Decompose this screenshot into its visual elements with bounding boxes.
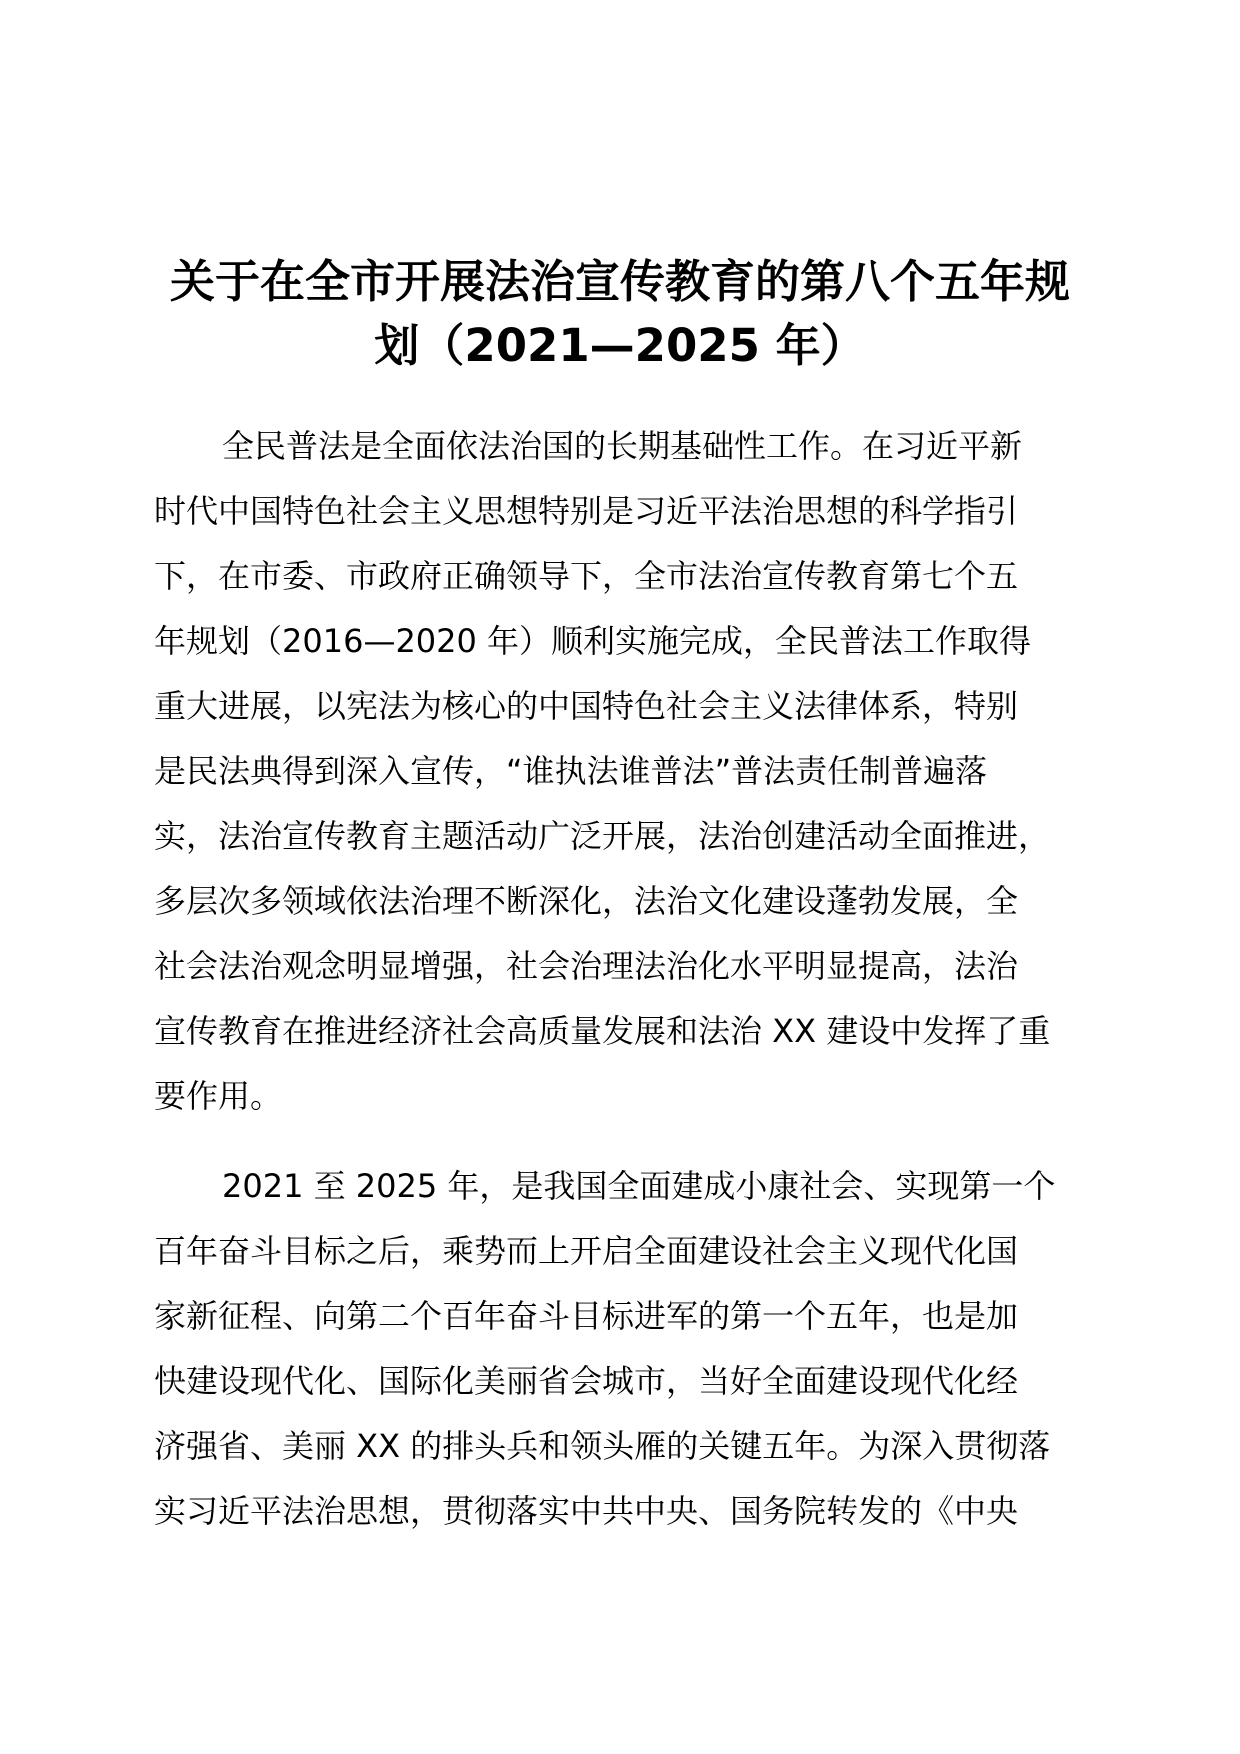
document-body	[154, 414, 1094, 1544]
text-line: 社会法治观念明显增强，社会治理法治化水平明显提高，法治	[154, 947, 1019, 985]
paragraph-2	[154, 1154, 1094, 1544]
document-title	[150, 250, 1090, 378]
text-line: 快建设现代化、国际化美丽省会城市，当好全面建设现代化经	[154, 1362, 1019, 1400]
text-line: 重大进展，以宪法为核心的中国特色社会主义法律体系，特别	[154, 687, 1019, 725]
text-line: 济强省、美丽 XX 的排头兵和领头雁的关键五年。为深入贯彻落	[154, 1427, 1051, 1465]
text-line: 实，法治宣传教育主题活动广泛开展，法治创建活动全面推进，	[154, 817, 1051, 855]
text-line: 是民法典得到深入宣传，“谁执法谁普法”普法责任制普遍落	[154, 752, 988, 790]
text-line: 2021 至 2025 年，是我国全面建成小康社会、实现第一个	[222, 1167, 1056, 1205]
title-line: 划（2021—2025 年）	[374, 319, 866, 372]
text-line: 家新征程、向第二个百年奋斗目标进军的第一个五年，也是加	[154, 1297, 1019, 1335]
text-line: 时代中国特色社会主义思想特别是习近平法治思想的科学指引	[154, 492, 1019, 530]
text-line: 全民普法是全面依法治国的长期基础性工作。在习近平新	[222, 427, 1023, 465]
text-line: 多层次多领域依法治理不断深化，法治文化建设蓬勃发展，全	[154, 882, 1019, 920]
paragraph-1	[154, 414, 1094, 1129]
text-line: 实习近平法治思想，贯彻落实中共中央、国务院转发的《中央	[154, 1492, 1019, 1530]
text-line: 下，在市委、市政府正确领导下，全市法治宣传教育第七个五	[154, 557, 1019, 595]
text-line: 年规划（2016—2020 年）顺利实施完成，全民普法工作取得	[154, 622, 1032, 660]
text-line: 宣传教育在推进经济社会高质量发展和法治 XX 建设中发挥了重	[154, 1012, 1051, 1050]
title-line: 关于在全市开展法治宣传教育的第八个五年规	[169, 255, 1070, 308]
text-line: 要作用。	[154, 1077, 283, 1115]
text-line: 百年奋斗目标之后，乘势而上开启全面建设社会主义现代化国	[154, 1232, 1019, 1270]
